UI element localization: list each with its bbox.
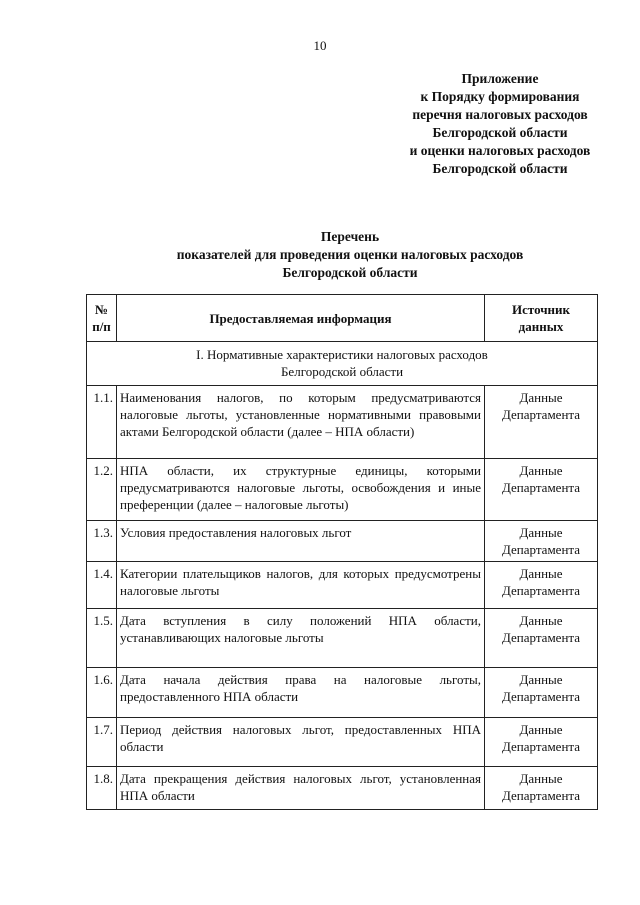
appendix-line: Приложение xyxy=(461,71,539,86)
header-number-line: п/п xyxy=(92,319,111,334)
header-source-line: Источник xyxy=(511,302,571,317)
page-number: 10 xyxy=(313,38,327,53)
row-number: 1.7. xyxy=(87,718,117,767)
row-source xyxy=(485,718,598,767)
title-line: Белгородской области xyxy=(282,265,418,280)
row-source xyxy=(485,668,598,718)
row-description: Дата начала действия права на налоговые льготы, предоставленного НПА области xyxy=(117,668,485,718)
title-line: показателей для проведения оценки налоговых расходов xyxy=(176,247,524,262)
row-description: Дата вступления в силу положений НПА области, устанавливающих налоговые льготы xyxy=(117,609,485,668)
header-info: Предоставляемая информация xyxy=(117,295,485,342)
appendix-line: и оценки налоговых расходов xyxy=(409,143,591,158)
appendix-line: Белгородской области xyxy=(432,161,568,176)
row-source-line: Данные xyxy=(519,613,563,628)
table-row xyxy=(87,718,598,767)
section-title-line: Белгородской области xyxy=(280,364,404,379)
appendix-block xyxy=(380,70,620,178)
row-source xyxy=(485,521,598,562)
row-source-line: Департамента xyxy=(501,542,581,557)
table-row xyxy=(87,609,598,668)
table-row xyxy=(87,668,598,718)
row-source-line: Департамента xyxy=(501,689,581,704)
header-number-line: № xyxy=(94,302,109,317)
row-source-line: Департамента xyxy=(501,739,581,754)
row-source-line: Департамента xyxy=(501,788,581,803)
row-source-line: Данные xyxy=(519,722,563,737)
row-source-line: Данные xyxy=(519,771,563,786)
row-source xyxy=(485,562,598,609)
header-number xyxy=(87,295,117,342)
table-row xyxy=(87,521,598,562)
row-number: 1.3. xyxy=(87,521,117,562)
row-source-line: Департамента xyxy=(501,630,581,645)
row-description: НПА области, их структурные единицы, которыми предусматриваются налоговые льготы, освобождения и иные преференции (далее – налоговые льготы) xyxy=(117,459,485,521)
table-row xyxy=(87,562,598,609)
row-source xyxy=(485,767,598,810)
row-source-line: Департамента xyxy=(501,480,581,495)
table-row xyxy=(87,386,598,459)
table-header-row xyxy=(87,295,598,342)
appendix-line: перечня налоговых расходов xyxy=(412,107,588,122)
indicators-table xyxy=(86,294,598,810)
table-row xyxy=(87,459,598,521)
section-title xyxy=(87,342,598,386)
row-number: 1.4. xyxy=(87,562,117,609)
row-number: 1.8. xyxy=(87,767,117,810)
row-description: Период действия налоговых льгот, предоставленных НПА области xyxy=(117,718,485,767)
row-description: Условия предоставления налоговых льгот xyxy=(117,521,485,562)
row-description: Категории плательщиков налогов, для которых предусмотрены налоговые льготы xyxy=(117,562,485,609)
title-line: Перечень xyxy=(320,229,380,244)
row-source-line: Данные xyxy=(519,463,563,478)
row-description: Дата прекращения действия налоговых льгот, установленная НПА области xyxy=(117,767,485,810)
row-source-line: Данные xyxy=(519,525,563,540)
row-number: 1.1. xyxy=(87,386,117,459)
row-source xyxy=(485,609,598,668)
row-source-line: Департамента xyxy=(501,407,581,422)
header-source-line: данных xyxy=(518,319,564,334)
row-source-line: Департамента xyxy=(501,583,581,598)
row-source xyxy=(485,386,598,459)
section-row xyxy=(87,342,598,386)
row-number: 1.2. xyxy=(87,459,117,521)
table-row xyxy=(87,767,598,810)
row-source-line: Данные xyxy=(519,672,563,687)
row-source xyxy=(485,459,598,521)
appendix-line: Белгородской области xyxy=(432,125,568,140)
row-number: 1.6. xyxy=(87,668,117,718)
row-description: Наименования налогов, по которым предусматриваются налоговые льготы, установленные нормативными правовыми актами Белгородской области (далее – НПА области) xyxy=(117,386,485,459)
header-source xyxy=(485,295,598,342)
appendix-line: к Порядку формирования xyxy=(420,89,580,104)
row-source-line: Данные xyxy=(519,390,563,405)
row-source-line: Данные xyxy=(519,566,563,581)
section-title-line: I. Нормативные характеристики налоговых расходов xyxy=(196,347,488,362)
row-number: 1.5. xyxy=(87,609,117,668)
document-title xyxy=(100,228,600,282)
